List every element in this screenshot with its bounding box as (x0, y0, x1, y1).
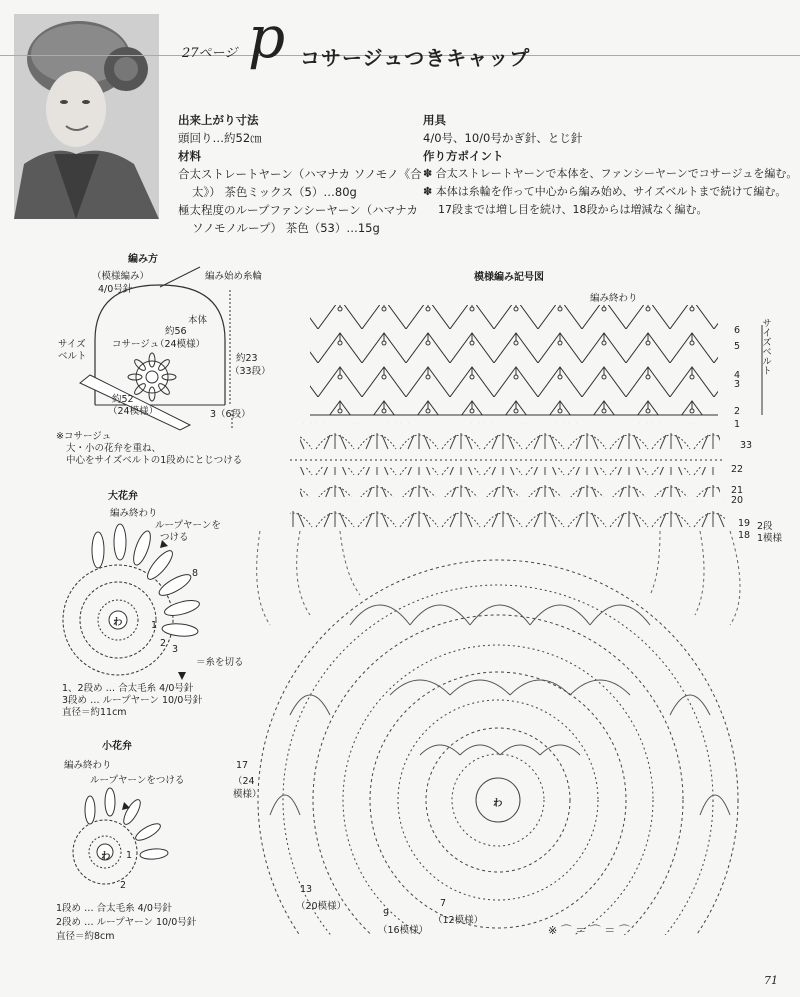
big-petal-legend: 直径＝約11cm (62, 707, 127, 718)
big-petal-loop-label2: つける (160, 532, 189, 543)
body-row-number: 18 (738, 530, 751, 541)
chart-bottom-row: 9 (383, 908, 390, 919)
stitch-chart (230, 295, 770, 935)
materials-line: ソノモノループ） 茶色（53）…15g (192, 221, 380, 235)
body-row-number: 21 (731, 485, 744, 496)
chart-left-label: 模様） (233, 789, 262, 800)
big-petal-row-8: 8 (192, 568, 199, 579)
pattern-letter: p (248, 3, 286, 71)
chart-center-ring: わ (493, 798, 503, 809)
body-row-number: 33 (740, 440, 753, 451)
small-petal-center: わ (101, 851, 111, 862)
tools-value: 4/0号、10/0号かぎ針、とじ針 (423, 131, 583, 145)
corsage-note: 大・小の花弁を重ね、 (66, 443, 162, 454)
point-line: 17段までは増し目を続け、18段からは増減なく編む。 (438, 203, 708, 216)
materials-line: 極太程度のループファンシーヤーン（ハマナカ (178, 203, 418, 217)
big-petal-heading: 大花弁 (108, 491, 138, 502)
corsage-note: 中心をサイズベルトの1段めにとじつける (66, 455, 243, 466)
small-petal-heading: 小花弁 (102, 741, 132, 752)
cut-yarn-label: ＝糸を切る (196, 657, 244, 668)
materials-line: 太》） 茶色ミックス（5）…80g (192, 185, 357, 199)
how-label: 3（6段） (210, 409, 251, 420)
point-line: ✽ 本体は糸輪を作って中心から編み始め、サイズベルトまで続けて編む。 (423, 185, 787, 198)
page-title: コサージュつきキャップ (300, 46, 531, 70)
big-petal-row: 2 (160, 638, 167, 649)
how-label: （模様編み） (92, 271, 150, 282)
how-label: 約52 (112, 394, 134, 405)
how-label: ベルト (58, 351, 87, 362)
small-petal-loop-label: ループヤーンをつける (90, 775, 185, 786)
belt-row-number: 2 (734, 406, 741, 417)
materials-line: 合太ストレートヤーン（ハマナカ ソノモノ《合 (178, 167, 422, 181)
big-petal-legend: 1、2段め … 合太毛糸 4/0号針 (62, 683, 194, 694)
body-row-number: 20 (731, 495, 744, 506)
small-petal-end-label: 編み終わり (64, 760, 112, 771)
body-row-number: 22 (731, 464, 744, 475)
one-pattern-note: 1模様 (757, 533, 783, 544)
chart-bottom-sub: （20模様） (296, 901, 347, 912)
points-heading: 作り方ポイント (423, 149, 504, 163)
big-petal-row: 1 (151, 620, 158, 631)
model-wearing-cap-image (14, 14, 159, 219)
chart-bottom-row: 7 (440, 898, 447, 909)
body-row-number: 19 (738, 518, 751, 529)
chart-left-label: 17 (236, 760, 249, 771)
how-label: コサージュ (112, 339, 160, 350)
how-label: 4/0号針 (98, 284, 133, 295)
chart-left-label: （24 (233, 776, 255, 787)
how-label: サイズ (58, 339, 86, 350)
belt-row-number: 4 (734, 370, 741, 381)
belt-row-number: 5 (734, 341, 741, 352)
stitch-chart-heading: 模様編み記号図 (474, 272, 544, 283)
big-petal-legend: 3段め … ループヤーン 10/0号針 (62, 695, 203, 706)
finish-heading: 出来上がり寸法 (178, 113, 259, 127)
small-petal-chart (50, 780, 200, 890)
materials-heading: 材料 (178, 149, 201, 163)
how-label: （24模様） (108, 406, 159, 417)
tools-heading: 用具 (423, 113, 446, 127)
finish-value: 頭回り…約52㎝ (178, 131, 262, 145)
belt-row-number: 3 (734, 379, 741, 390)
chart-bottom-sub: （12模様） (433, 915, 484, 926)
small-petal-row: 2 (120, 880, 127, 891)
how-label: （24模様） (155, 339, 206, 350)
how-label: （33段） (230, 366, 271, 377)
big-petal-row: 3 (172, 644, 179, 655)
small-petal-row: 1 (126, 850, 133, 861)
how-label: 本体 (188, 315, 208, 326)
two-rows-note: 2段 (757, 521, 773, 532)
corsage-note: ※コサージュ (56, 431, 112, 442)
page-number: 71 (764, 974, 778, 987)
small-petal-legend: 1段め … 合太毛糸 4/0号針 (56, 903, 172, 914)
chart-bottom-sub: （16模様） (378, 925, 429, 936)
big-petal-loop-label: ループヤーンを (155, 520, 221, 531)
page-reference: 27ページ (182, 46, 238, 61)
big-petal-center: わ (113, 617, 123, 628)
how-to-heading: 編み方 (128, 254, 158, 265)
small-petal-legend: 直径＝約8cm (56, 931, 115, 942)
point-line: ✽ 合太ストレートヤーンで本体を、ファンシーヤーンでコサージュを編む。 (423, 167, 798, 180)
belt-row-number: 6 (734, 325, 741, 336)
model-photo (14, 14, 159, 219)
chart-bottom-row: 13 (300, 884, 313, 895)
how-label: 約23 (236, 353, 258, 364)
belt-row-number: 1 (734, 419, 741, 430)
big-petal-end-label: 編み終わり (110, 508, 158, 519)
how-label: 約56 (165, 326, 187, 337)
how-label: 編み始め糸輪 (205, 271, 263, 282)
size-belt-label: サイズベルト (760, 318, 771, 375)
small-petal-legend: 2段め … ループヤーン 10/0号針 (56, 917, 197, 928)
symbol-legend: ※ ⌒ ＝ ⌒ ＝ ⌒ (548, 924, 630, 937)
stitch-chart-end-label: 編み終わり (590, 293, 638, 304)
